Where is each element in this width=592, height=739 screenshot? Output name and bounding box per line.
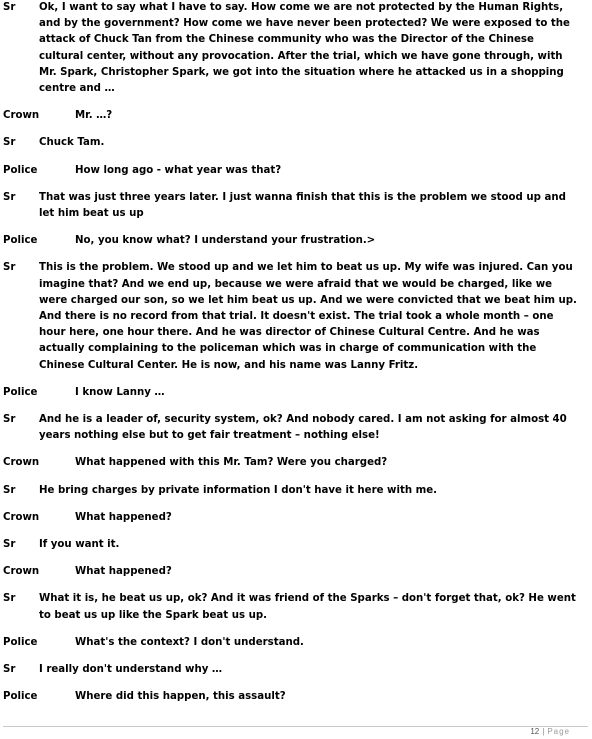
page-word: Page xyxy=(547,727,570,736)
footer-divider xyxy=(3,726,588,727)
transcript-entry xyxy=(3,108,588,124)
transcript-entry xyxy=(3,537,588,553)
transcript-entry xyxy=(3,635,588,651)
speaker-label: Sr xyxy=(3,593,16,605)
utterance-text: And he is a leader of, security system, ok? And nobody cared. I am not asking for almost 40 years nothing else but to get fair treatment – nothing else! xyxy=(39,414,567,442)
page-number xyxy=(530,727,570,736)
transcript xyxy=(3,0,588,717)
transcript-entry xyxy=(3,591,588,623)
speaker-label: Crown xyxy=(3,457,40,469)
utterance-text: What happened? xyxy=(75,511,172,523)
speaker-label: Crown xyxy=(3,110,40,122)
transcript-entry xyxy=(3,0,588,97)
utterance-text: What's the context? I don't understand. xyxy=(75,636,304,648)
utterance-text: How long ago - what year was that? xyxy=(75,164,282,176)
speaker-label: Sr xyxy=(3,484,16,496)
utterance-text: If you want it. xyxy=(39,539,120,551)
speaker-label: Sr xyxy=(3,191,16,203)
speaker-label: Crown xyxy=(3,566,40,578)
transcript-entry xyxy=(3,510,588,526)
transcript-entry xyxy=(3,689,588,705)
page-footer xyxy=(0,726,592,739)
transcript-entry xyxy=(3,385,588,401)
page-number-value: 12 xyxy=(530,727,540,736)
transcript-entry xyxy=(3,662,588,678)
utterance-text: No, you know what? I understand your frustration.> xyxy=(75,235,376,247)
utterance-text: This is the problem. We stood up and we let him to beat us up. My wife was injured. Can you imagine that? And we end up, because we were afraid that we would be charged, like we were charged our son, so we let him beat us up. And we were convicted that we beat him up. And there is no record from that trial. It doesn't exist. The trial took a whole month – one hour here, one hour there. And he was director of Chinese Cultural Centre. And he was actually complaining to the policeman which was in charge of communication with the Chinese Cultural Center. He is now, and his name was Lanny Fritz. xyxy=(39,262,577,371)
speaker-label: Sr xyxy=(3,539,16,551)
transcript-entry xyxy=(3,483,588,499)
speaker-label: Sr xyxy=(3,414,16,426)
utterance-text: Where did this happen, this assault? xyxy=(75,691,286,703)
speaker-label: Sr xyxy=(3,664,16,676)
utterance-text: I know Lanny … xyxy=(75,386,165,398)
transcript-entry xyxy=(3,135,588,151)
transcript-entry xyxy=(3,163,588,179)
utterance-text: I really don't understand why … xyxy=(39,664,223,676)
utterance-text: What it is, he beat us up, ok? And it was friend of the Sparks – don't forget that, ok? He went to beat us up like the Spark beat us up. xyxy=(39,593,576,621)
utterance-text: Mr. …? xyxy=(75,110,113,122)
utterance-text: What happened with this Mr. Tam? Were you charged? xyxy=(75,457,388,469)
speaker-label: Police xyxy=(3,636,38,648)
speaker-label: Crown xyxy=(3,511,40,523)
speaker-label: Police xyxy=(3,164,38,176)
utterance-text: That was just three years later. I just wanna finish that this is the problem we stood up and let him beat us up xyxy=(39,191,566,220)
transcript-entry xyxy=(3,412,588,444)
speaker-label: Sr xyxy=(3,2,16,13)
utterance-text: Ok, I want to say what I have to say. How come we are not protected by the Human Rights, and by the government? How come we have never been protected? We were exposed to the attack of Chuck Tan from the Chinese community who was the Director of the Chinese cultural center, without any provocation. After the trial, which we have gone through, with Mr. Spark, Christopher Spark, we got into the situation where he attacked us in a shopping centre and … xyxy=(39,2,570,95)
transcript-entry xyxy=(3,190,588,222)
page-number-separator: | xyxy=(542,727,545,736)
transcript-entry xyxy=(3,233,588,249)
speaker-label: Police xyxy=(3,386,38,398)
speaker-label: Police xyxy=(3,235,38,247)
utterance-text: Chuck Tam. xyxy=(39,137,105,149)
utterance-text: What happened? xyxy=(75,566,172,578)
transcript-entry xyxy=(3,260,588,373)
speaker-label: Sr xyxy=(3,137,16,149)
transcript-entry xyxy=(3,564,588,580)
speaker-label: Sr xyxy=(3,262,16,274)
speaker-label: Police xyxy=(3,691,38,703)
transcript-entry xyxy=(3,455,588,471)
utterance-text: He bring charges by private information I don't have it here with me. xyxy=(39,484,438,496)
